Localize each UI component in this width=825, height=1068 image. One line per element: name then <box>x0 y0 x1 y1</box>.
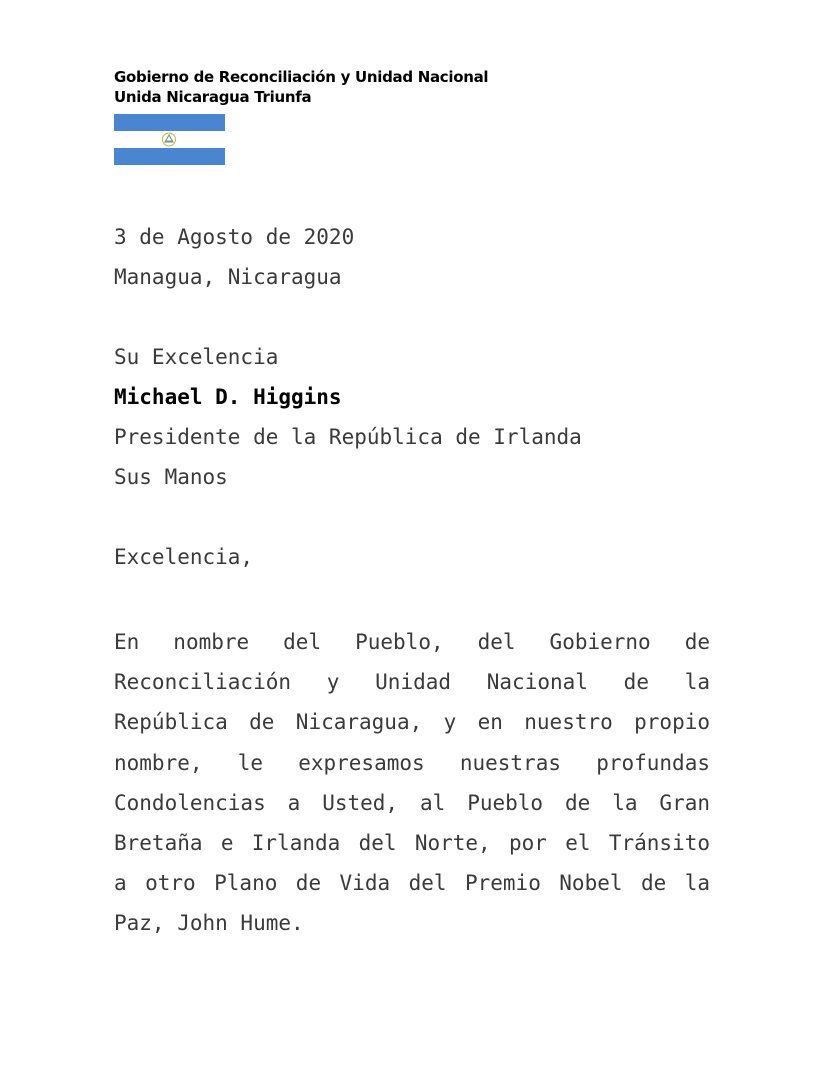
letter-place: Managua, Nicaragua <box>114 265 342 289</box>
body-line: Paz, John Hume. <box>114 911 304 936</box>
body-line: República de Nicaragua, y en nuestro propio <box>114 710 710 735</box>
recipient-salutation: Su Excelencia <box>114 345 279 369</box>
flag-bottom-stripe <box>114 148 225 165</box>
letterhead-slogan: Unida Nicaragua Triunfa <box>114 88 312 106</box>
body-line: En nombre del Pueblo, del Gobierno de <box>114 630 710 654</box>
body-line: Reconciliación y Unidad Nacional de la <box>114 670 710 695</box>
nicaragua-flag-icon <box>114 114 225 165</box>
body-line: a otro Plano de Vida del Premio Nobel de la <box>114 871 710 896</box>
recipient-title: Presidente de la República de Irlanda <box>114 425 582 449</box>
body-line: Bretaña e Irlanda del Norte, por el Tránsito <box>114 830 710 855</box>
flag-top-stripe <box>114 114 225 131</box>
letter-greeting: Excelencia, <box>114 545 254 569</box>
body-line: Condolencias a Usted, al Pueblo de la Gran <box>114 790 710 815</box>
coat-of-arms-icon <box>160 131 178 148</box>
recipient-name: Michael D. Higgins <box>114 385 342 409</box>
letter-body <box>114 622 710 944</box>
letter-date: 3 de Agosto de 2020 <box>114 225 355 249</box>
letterhead-government: Gobierno de Reconciliación y Unidad Nacional <box>114 68 489 86</box>
recipient-delivery: Sus Manos <box>114 465 228 489</box>
body-line: nombre, le expresamos nuestras profundas <box>114 750 710 775</box>
letterhead <box>114 67 488 107</box>
